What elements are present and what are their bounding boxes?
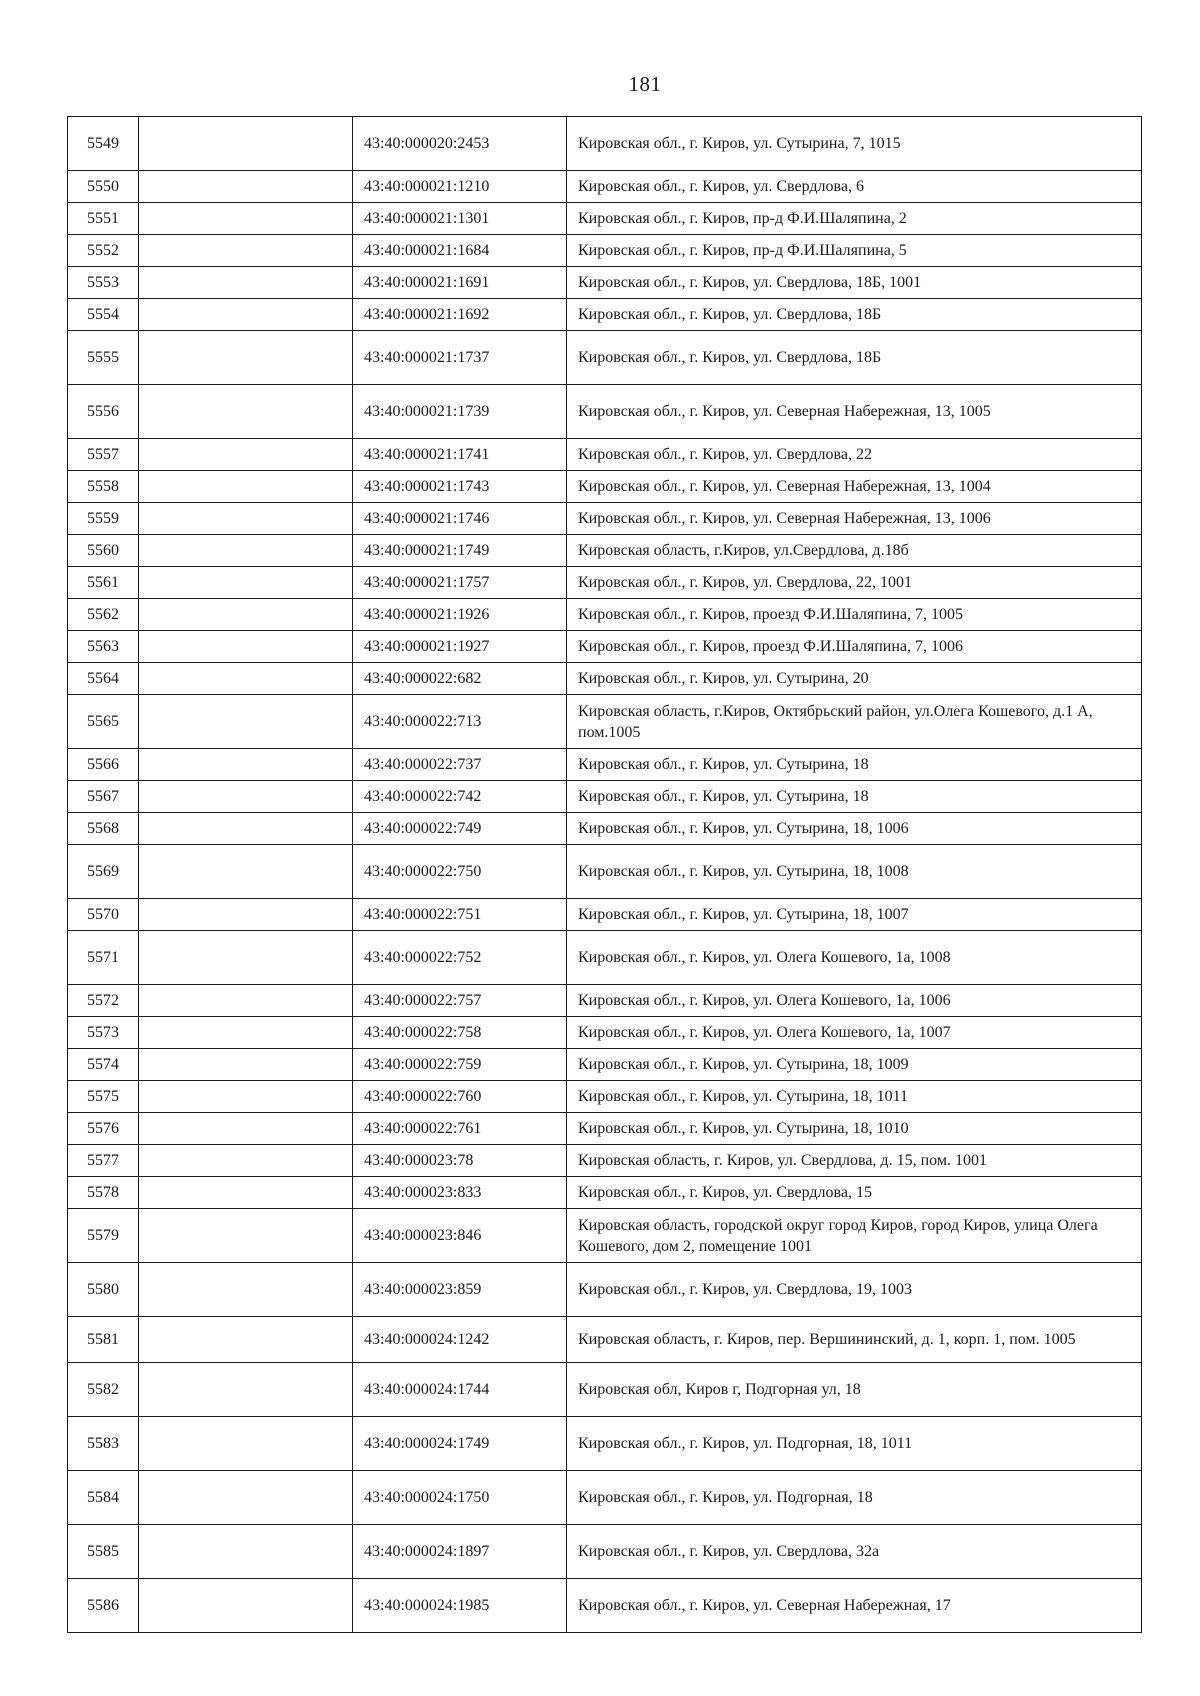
table-row: [68, 203, 1142, 235]
address-cell: Кировская обл., г. Киров, ул. Сутырина, 18, 1010: [567, 1113, 1142, 1145]
address-cell: Кировская область, городской округ город Киров, город Киров, улица Олега Кошевого, дом 2, помещение 1001: [567, 1209, 1142, 1263]
owner-cell: [139, 749, 353, 781]
address-cell: Кировская обл., г. Киров, проезд Ф.И.Шаляпина, 7, 1006: [567, 631, 1142, 663]
cadastral-number-cell: 43:40:000022:737: [353, 749, 567, 781]
owner-cell: [139, 695, 353, 749]
address-cell: Кировская обл., г. Киров, проезд Ф.И.Шаляпина, 7, 1005: [567, 599, 1142, 631]
owner-cell: [139, 299, 353, 331]
cadastral-number-cell: 43:40:000024:1749: [353, 1417, 567, 1471]
cadastral-number-cell: 43:40:000022:752: [353, 931, 567, 985]
cadastral-number-cell: 43:40:000023:859: [353, 1263, 567, 1317]
address-cell: Кировская обл., г. Киров, ул. Свердлова, 22, 1001: [567, 567, 1142, 599]
cadastral-number-cell: 43:40:000021:1741: [353, 439, 567, 471]
row-number-cell: 5586: [68, 1579, 139, 1633]
cadastral-number-cell: 43:40:000021:1749: [353, 535, 567, 567]
row-number-cell: 5568: [68, 813, 139, 845]
address-cell: Кировская обл., г. Киров, ул. Северная Набережная, 17: [567, 1579, 1142, 1633]
owner-cell: [139, 663, 353, 695]
owner-cell: [139, 1113, 353, 1145]
cadastral-number-cell: 43:40:000024:1985: [353, 1579, 567, 1633]
owner-cell: [139, 1081, 353, 1113]
cadastral-number-cell: 43:40:000022:749: [353, 813, 567, 845]
table-row: [68, 663, 1142, 695]
address-cell: Кировская область, г.Киров, ул.Свердлова, д.18б: [567, 535, 1142, 567]
address-cell: Кировская обл., г. Киров, ул. Сутырина, 20: [567, 663, 1142, 695]
row-number-cell: 5584: [68, 1471, 139, 1525]
row-number-cell: 5575: [68, 1081, 139, 1113]
table-row: [68, 567, 1142, 599]
table-row: [68, 235, 1142, 267]
address-cell: Кировская обл., г. Киров, ул. Свердлова, 6: [567, 171, 1142, 203]
address-cell: Кировская обл, Киров г, Подгорная ул, 18: [567, 1363, 1142, 1417]
owner-cell: [139, 439, 353, 471]
row-number-cell: 5569: [68, 845, 139, 899]
table-row: [68, 599, 1142, 631]
table-row: [68, 331, 1142, 385]
cadastral-number-cell: 43:40:000021:1743: [353, 471, 567, 503]
table-row: [68, 781, 1142, 813]
address-cell: Кировская обл., г. Киров, пр-д Ф.И.Шаляпина, 5: [567, 235, 1142, 267]
owner-cell: [139, 631, 353, 663]
address-cell: Кировская обл., г. Киров, ул. Олега Кошевого, 1а, 1007: [567, 1017, 1142, 1049]
cadastral-number-cell: 43:40:000023:78: [353, 1145, 567, 1177]
cadastral-number-cell: 43:40:000024:1744: [353, 1363, 567, 1417]
address-cell: Кировская обл., г. Киров, ул. Подгорная, 18: [567, 1471, 1142, 1525]
row-number-cell: 5559: [68, 503, 139, 535]
table-row: [68, 1049, 1142, 1081]
table-row: [68, 1579, 1142, 1633]
row-number-cell: 5561: [68, 567, 139, 599]
cadastral-number-cell: 43:40:000022:759: [353, 1049, 567, 1081]
table-row: [68, 1363, 1142, 1417]
cadastral-number-cell: 43:40:000022:751: [353, 899, 567, 931]
address-cell: Кировская обл., г. Киров, ул. Свердлова, 18Б: [567, 299, 1142, 331]
row-number-cell: 5581: [68, 1317, 139, 1363]
table-row: [68, 1145, 1142, 1177]
row-number-cell: 5562: [68, 599, 139, 631]
owner-cell: [139, 1363, 353, 1417]
row-number-cell: 5556: [68, 385, 139, 439]
row-number-cell: 5580: [68, 1263, 139, 1317]
address-cell: Кировская обл., г. Киров, ул. Свердлова, 32а: [567, 1525, 1142, 1579]
table-row: [68, 171, 1142, 203]
address-cell: Кировская обл., г. Киров, ул. Сутырина, 18, 1011: [567, 1081, 1142, 1113]
address-cell: Кировская область, г. Киров, пер. Вершининский, д. 1, корп. 1, пом. 1005: [567, 1317, 1142, 1363]
table-row: [68, 1177, 1142, 1209]
table-row: [68, 695, 1142, 749]
row-number-cell: 5572: [68, 985, 139, 1017]
address-cell: Кировская обл., г. Киров, ул. Сутырина, 18, 1007: [567, 899, 1142, 931]
address-cell: Кировская обл., г. Киров, ул. Свердлова, 15: [567, 1177, 1142, 1209]
cadastral-number-cell: 43:40:000021:1737: [353, 331, 567, 385]
table-row: [68, 1081, 1142, 1113]
row-number-cell: 5574: [68, 1049, 139, 1081]
table-row: [68, 535, 1142, 567]
cadastral-number-cell: 43:40:000024:1750: [353, 1471, 567, 1525]
owner-cell: [139, 203, 353, 235]
owner-cell: [139, 899, 353, 931]
table-row: [68, 299, 1142, 331]
cadastral-number-cell: 43:40:000020:2453: [353, 117, 567, 171]
row-number-cell: 5552: [68, 235, 139, 267]
row-number-cell: 5560: [68, 535, 139, 567]
owner-cell: [139, 1579, 353, 1633]
row-number-cell: 5577: [68, 1145, 139, 1177]
table-row: [68, 749, 1142, 781]
table-row: [68, 1209, 1142, 1263]
cadastral-number-cell: 43:40:000022:760: [353, 1081, 567, 1113]
address-cell: Кировская обл., г. Киров, ул. Свердлова, 19, 1003: [567, 1263, 1142, 1317]
owner-cell: [139, 171, 353, 203]
owner-cell: [139, 1263, 353, 1317]
table-row: [68, 1317, 1142, 1363]
cadastral-number-cell: 43:40:000021:1927: [353, 631, 567, 663]
row-number-cell: 5570: [68, 899, 139, 931]
address-cell: Кировская обл., г. Киров, ул. Олега Кошевого, 1а, 1008: [567, 931, 1142, 985]
row-number-cell: 5578: [68, 1177, 139, 1209]
row-number-cell: 5550: [68, 171, 139, 203]
address-cell: Кировская область, г. Киров, ул. Свердлова, д. 15, пом. 1001: [567, 1145, 1142, 1177]
address-cell: Кировская обл., г. Киров, ул. Свердлова, 18Б: [567, 331, 1142, 385]
table-row: [68, 385, 1142, 439]
row-number-cell: 5583: [68, 1417, 139, 1471]
owner-cell: [139, 503, 353, 535]
owner-cell: [139, 1017, 353, 1049]
table-row: [68, 1017, 1142, 1049]
table-row: [68, 985, 1142, 1017]
table-row: [68, 1471, 1142, 1525]
owner-cell: [139, 813, 353, 845]
row-number-cell: 5571: [68, 931, 139, 985]
owner-cell: [139, 1209, 353, 1263]
cadastral-number-cell: 43:40:000021:1739: [353, 385, 567, 439]
address-cell: Кировская обл., г. Киров, ул. Сутырина, 18: [567, 781, 1142, 813]
table-row: [68, 1417, 1142, 1471]
row-number-cell: 5551: [68, 203, 139, 235]
owner-cell: [139, 1049, 353, 1081]
address-cell: Кировская обл., г. Киров, ул. Северная Набережная, 13, 1005: [567, 385, 1142, 439]
table-row: [68, 117, 1142, 171]
page-number: 181: [628, 72, 662, 96]
table-row: [68, 1263, 1142, 1317]
owner-cell: [139, 1417, 353, 1471]
row-number-cell: 5549: [68, 117, 139, 171]
cadastral-number-cell: 43:40:000021:1746: [353, 503, 567, 535]
cadastral-number-cell: 43:40:000021:1757: [353, 567, 567, 599]
owner-cell: [139, 985, 353, 1017]
row-number-cell: 5582: [68, 1363, 139, 1417]
address-cell: Кировская обл., г. Киров, ул. Сутырина, 18: [567, 749, 1142, 781]
cadastral-number-cell: 43:40:000022:713: [353, 695, 567, 749]
address-cell: Кировская обл., г. Киров, ул. Сутырина, 18, 1006: [567, 813, 1142, 845]
row-number-cell: 5553: [68, 267, 139, 299]
row-number-cell: 5558: [68, 471, 139, 503]
cadastral-number-cell: 43:40:000021:1301: [353, 203, 567, 235]
row-number-cell: 5554: [68, 299, 139, 331]
row-number-cell: 5555: [68, 331, 139, 385]
cadastral-number-cell: 43:40:000022:682: [353, 663, 567, 695]
row-number-cell: 5579: [68, 1209, 139, 1263]
owner-cell: [139, 331, 353, 385]
address-cell: Кировская обл., г. Киров, ул. Северная Набережная, 13, 1004: [567, 471, 1142, 503]
cadastral-number-cell: 43:40:000024:1897: [353, 1525, 567, 1579]
row-number-cell: 5563: [68, 631, 139, 663]
cadastral-number-cell: 43:40:000023:846: [353, 1209, 567, 1263]
table-row: [68, 471, 1142, 503]
registry-table-body: [68, 117, 1142, 1633]
cadastral-number-cell: 43:40:000024:1242: [353, 1317, 567, 1363]
owner-cell: [139, 385, 353, 439]
cadastral-number-cell: 43:40:000022:742: [353, 781, 567, 813]
cadastral-number-cell: 43:40:000023:833: [353, 1177, 567, 1209]
cadastral-number-cell: 43:40:000021:1210: [353, 171, 567, 203]
table-row: [68, 503, 1142, 535]
row-number-cell: 5573: [68, 1017, 139, 1049]
address-cell: Кировская обл., г. Киров, пр-д Ф.И.Шаляпина, 2: [567, 203, 1142, 235]
address-cell: Кировская область, г.Киров, Октябрьский район, ул.Олега Кошевого, д.1 А, пом.1005: [567, 695, 1142, 749]
address-cell: Кировская обл., г. Киров, ул. Сутырина, 18, 1009: [567, 1049, 1142, 1081]
table-row: [68, 813, 1142, 845]
address-cell: Кировская обл., г. Киров, ул. Свердлова, 22: [567, 439, 1142, 471]
table-row: [68, 845, 1142, 899]
table-row: [68, 439, 1142, 471]
row-number-cell: 5566: [68, 749, 139, 781]
table-row: [68, 1113, 1142, 1145]
owner-cell: [139, 267, 353, 299]
owner-cell: [139, 1471, 353, 1525]
registry-table: [67, 116, 1142, 1633]
cadastral-number-cell: 43:40:000022:758: [353, 1017, 567, 1049]
owner-cell: [139, 567, 353, 599]
cadastral-number-cell: 43:40:000021:1691: [353, 267, 567, 299]
cadastral-number-cell: 43:40:000022:761: [353, 1113, 567, 1145]
owner-cell: [139, 1525, 353, 1579]
row-number-cell: 5576: [68, 1113, 139, 1145]
owner-cell: [139, 471, 353, 503]
cadastral-number-cell: 43:40:000021:1684: [353, 235, 567, 267]
cadastral-number-cell: 43:40:000021:1692: [353, 299, 567, 331]
owner-cell: [139, 535, 353, 567]
row-number-cell: 5585: [68, 1525, 139, 1579]
table-row: [68, 267, 1142, 299]
address-cell: Кировская обл., г. Киров, ул. Свердлова, 18Б, 1001: [567, 267, 1142, 299]
owner-cell: [139, 781, 353, 813]
table-row: [68, 1525, 1142, 1579]
owner-cell: [139, 1145, 353, 1177]
owner-cell: [139, 599, 353, 631]
address-cell: Кировская обл., г. Киров, ул. Сутырина, 7, 1015: [567, 117, 1142, 171]
address-cell: Кировская обл., г. Киров, ул. Подгорная, 18, 1011: [567, 1417, 1142, 1471]
table-row: [68, 899, 1142, 931]
table-row: [68, 631, 1142, 663]
owner-cell: [139, 235, 353, 267]
owner-cell: [139, 1317, 353, 1363]
owner-cell: [139, 1177, 353, 1209]
row-number-cell: 5557: [68, 439, 139, 471]
row-number-cell: 5564: [68, 663, 139, 695]
owner-cell: [139, 931, 353, 985]
owner-cell: [139, 845, 353, 899]
address-cell: Кировская обл., г. Киров, ул. Северная Набережная, 13, 1006: [567, 503, 1142, 535]
address-cell: Кировская обл., г. Киров, ул. Сутырина, 18, 1008: [567, 845, 1142, 899]
owner-cell: [139, 117, 353, 171]
row-number-cell: 5567: [68, 781, 139, 813]
cadastral-number-cell: 43:40:000021:1926: [353, 599, 567, 631]
row-number-cell: 5565: [68, 695, 139, 749]
cadastral-number-cell: 43:40:000022:757: [353, 985, 567, 1017]
table-row: [68, 931, 1142, 985]
cadastral-number-cell: 43:40:000022:750: [353, 845, 567, 899]
address-cell: Кировская обл., г. Киров, ул. Олега Кошевого, 1а, 1006: [567, 985, 1142, 1017]
